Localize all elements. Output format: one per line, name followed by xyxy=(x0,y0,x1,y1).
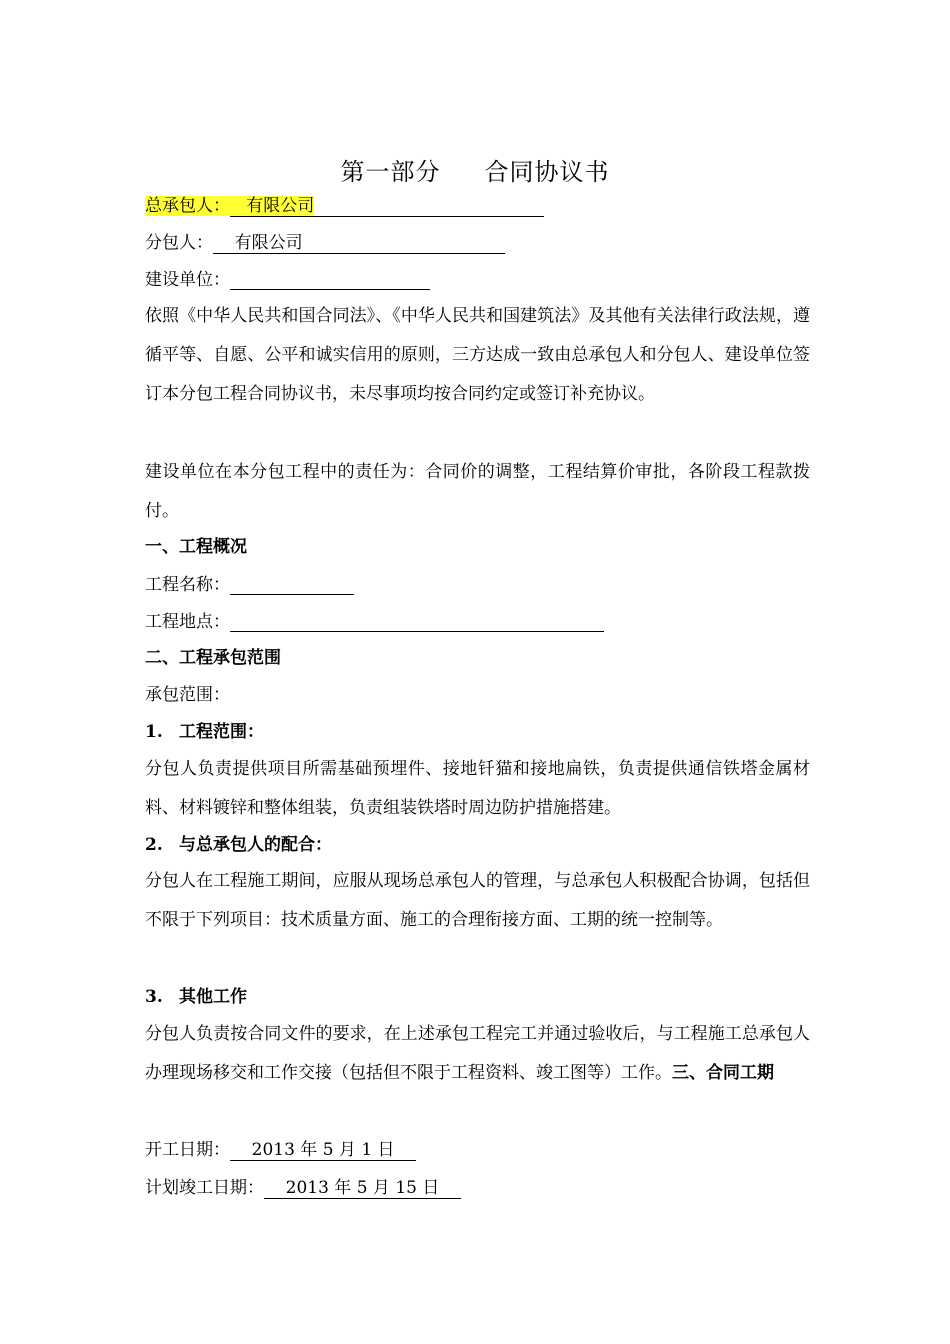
owner-duty-paragraph: 建设单位在本分包工程中的责任为：合同价的调整，工程结算价审批，各阶段工程款拨付。 xyxy=(145,462,810,521)
start-date-label: 开工日期： xyxy=(145,1140,230,1160)
project-name-label: 工程名称： xyxy=(145,575,230,595)
item1-heading xyxy=(145,722,264,742)
end-date-value: 2013 年 5 月 15 日 xyxy=(264,1178,461,1199)
end-date-line xyxy=(145,1178,461,1198)
item1-title: 工程范围： xyxy=(179,722,264,742)
item3-number: 3. xyxy=(145,987,163,1007)
page-title xyxy=(0,152,950,187)
item2-title: 与总承包人的配合： xyxy=(179,835,332,855)
owner-blank xyxy=(230,270,430,290)
general-contractor-value: 有限公司 xyxy=(230,196,314,217)
project-location-label: 工程地点： xyxy=(145,612,230,632)
general-contractor-blank xyxy=(314,197,544,217)
item3-heading xyxy=(145,987,247,1007)
project-name-blank xyxy=(230,575,354,595)
project-name-line xyxy=(145,575,354,595)
section2-heading: 二、工程承包范围 xyxy=(145,648,281,668)
item3-text: 分包人负责按合同文件的要求，在上述承包工程完工并通过验收后，与工程施工总承包人办理现场移交和工作交接（包括但不限于工程资料、竣工图等）工作。三、合同工期 xyxy=(145,1024,810,1083)
scope-label: 承包范围： xyxy=(145,685,230,705)
general-contractor-label: 总承包人： xyxy=(145,196,230,216)
owner-label: 建设单位： xyxy=(145,270,230,290)
title-part: 第一部分 xyxy=(340,158,441,186)
start-date-value: 2013 年 5 月 1 日 xyxy=(230,1140,416,1161)
item2-text: 分包人在工程施工期间，应服从现场总承包人的管理，与总承包人积极配合协调，包括但不限于下列项目：技术质量方面、施工的合理衔接方面、工期的统一控制等。 xyxy=(145,871,810,930)
item3-title: 其他工作 xyxy=(179,987,247,1007)
item1-number: 1. xyxy=(145,722,163,742)
end-date-label: 计划竣工日期： xyxy=(145,1178,264,1198)
item2-number: 2. xyxy=(145,835,163,855)
subcontractor-value: 有限公司 xyxy=(213,233,303,254)
general-contractor-line xyxy=(145,196,544,217)
item2-heading xyxy=(145,835,332,855)
project-location-blank xyxy=(230,612,604,632)
owner-line xyxy=(145,270,430,290)
section3-heading: 三、合同工期 xyxy=(672,1063,774,1083)
project-location-line xyxy=(145,612,604,632)
subcontractor-label: 分包人： xyxy=(145,233,213,253)
subcontractor-line xyxy=(145,233,505,254)
section1-heading: 一、工程概况 xyxy=(145,537,247,557)
start-date-line xyxy=(145,1140,416,1160)
item1-text: 分包人负责提供项目所需基础预埋件、接地钎猫和接地扁铁，负责提供通信铁塔金属材料、材料镀锌和整体组装，负责组装铁塔时周边防护措施搭建。 xyxy=(145,759,810,818)
title-name: 合同协议书 xyxy=(484,158,610,186)
subcontractor-blank xyxy=(303,234,505,254)
intro-paragraph: 依照《中华人民共和国合同法》、《中华人民共和国建筑法》及其他有关法律行政法规，遵循平等、自愿、公平和诚实信用的原则，三方达成一致由总承包人和分包人、建设单位签订本分包工程合同协议书，未尽事项均按合同约定或签订补充协议。 xyxy=(145,306,810,404)
